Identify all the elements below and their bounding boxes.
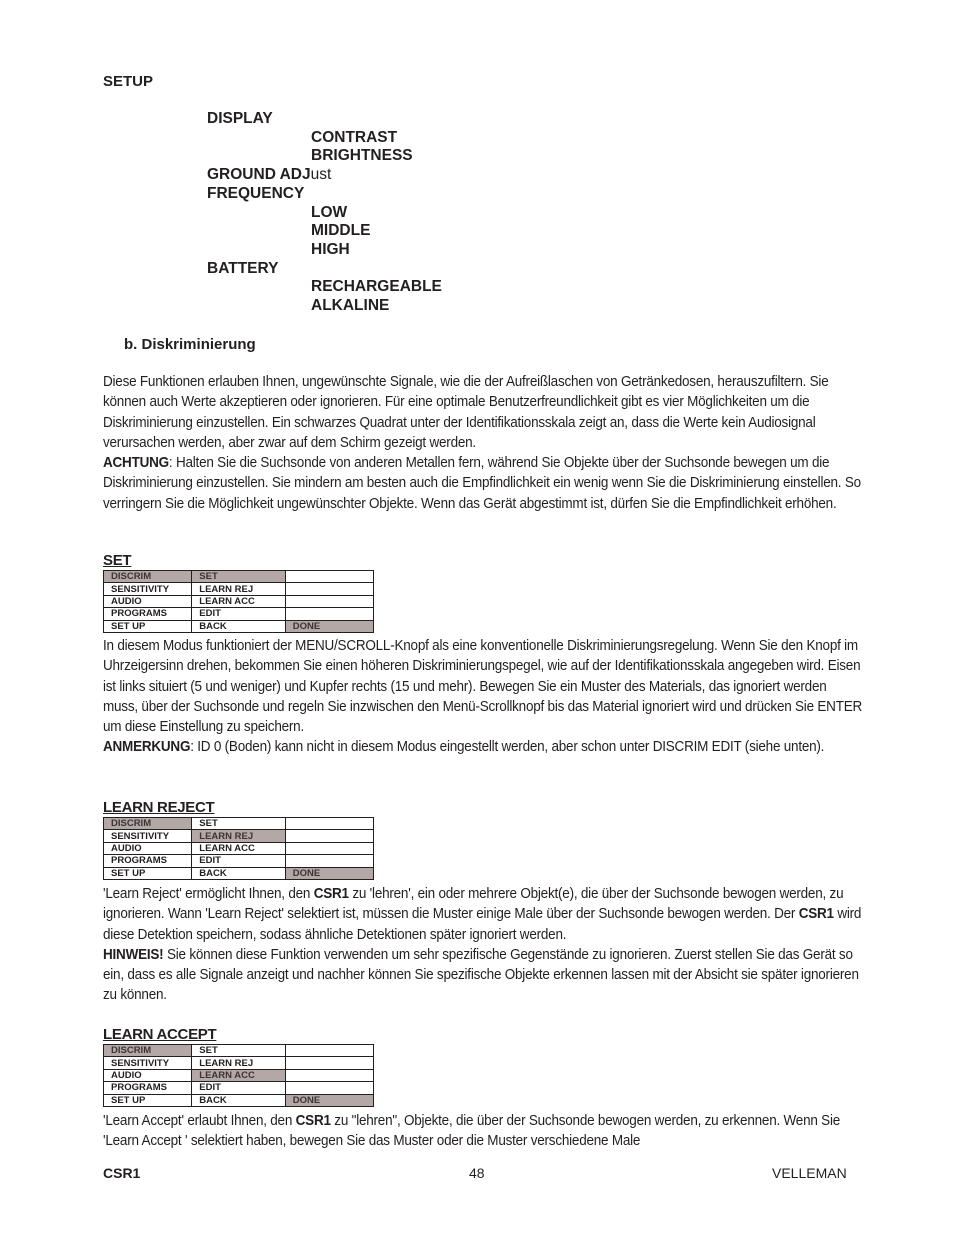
menu-row [104,1057,374,1069]
setup-tree-item [207,185,442,204]
menu-cell [285,1069,373,1081]
setup-tree-item-suffix: ust [310,166,332,184]
menu-cell: AUDIO [104,842,192,854]
menu-cell: LEARN ACC [192,842,285,854]
setup-tree-item-label: FREQUENCY [207,184,305,202]
menu-cell: DISCRIM [104,818,192,830]
menu-cell: LEARN REJ [192,583,285,595]
menu-row [104,818,374,830]
learn-reject-text-2: zu 'lehren', ein oder mehrere Objekt(e), die über der Suchsonde bewogen werden, zu ignorieren. Wann 'Learn Reject' selektiert ist, müssen die Muster einige Male über der Suchsonde bewogen werden. Der [103,885,844,923]
menu-cell: AUDIO [104,1069,192,1081]
note-label: ANMERKUNG [103,738,191,756]
intro-text: Diese Funktionen erlauben Ihnen, ungewünschte Signale, wie die der Aufreißlaschen von Getränkedosen, herauszufiltern. Sie können auch Werte akzeptieren oder ignorieren. Für eine optimale Benutzerfreundlichkeit gibt es vier Möglichkeiten um die Diskriminierung einzustellen. Ein schwarzes Quadrat unter der Identifikationsskala zeigt an, dass die Werte kein Audiosignal verursachen werden, aber zwar auf dem Schirm gezeigt werden. [103,373,829,451]
menu-cell: LEARN ACC [192,1069,285,1081]
menu-cell: SET UP [104,620,192,632]
section-heading-diskriminierung: b. Diskriminierung [124,336,256,353]
setup-tree-item [207,241,442,260]
warning-label: ACHTUNG [103,454,169,472]
paragraph-set [103,636,863,758]
menu-table-learn-reject [103,817,374,880]
setup-tree-item-label: BRIGHTNESS [311,147,413,165]
menu-cell: LEARN ACC [192,595,285,607]
setup-tree-item [207,166,442,185]
menu-cell: BACK [192,620,285,632]
setup-tree-item [207,110,442,129]
menu-row [104,1069,374,1081]
menu-cell: SENSITIVITY [104,1057,192,1069]
menu-row [104,583,374,595]
menu-cell: SET [192,1045,285,1057]
menu-cell: LEARN REJ [192,1057,285,1069]
menu-row [104,620,374,632]
menu-cell: DONE [285,1094,373,1106]
setup-tree-item [207,297,442,316]
section-title-learn-accept: LEARN ACCEPT [103,1026,217,1043]
setup-tree-item-label: BATTERY [207,259,279,277]
setup-tree-item-label: CONTRAST [311,128,398,146]
product-name: CSR1 [295,1112,331,1129]
note-text: : ID 0 (Boden) kann nicht in diesem Modus eingestellt werden, aber schon unter DISCRIM EDIT (siehe unten). [190,738,825,756]
menu-cell [285,571,373,583]
menu-cell: BACK [192,1094,285,1106]
menu-row [104,608,374,620]
menu-cell: LEARN REJ [192,830,285,842]
learn-reject-text-1: 'Learn Reject' ermöglicht Ihnen, den [103,885,314,902]
setup-title: SETUP [103,73,154,90]
menu-cell: AUDIO [104,595,192,607]
setup-tree-item-label: ALKALINE [311,297,390,315]
menu-row [104,571,374,583]
menu-cell: PROGRAMS [104,855,192,867]
set-text: In diesem Modus funktioniert der MENU/SCROLL-Knopf als eine konventionelle Diskriminierungsregelung. Wenn Sie den Knopf im Uhrzeigersinn drehen, bekommen Sie einen höheren Diskriminierungspegel, wie auf der Identifikationsskala angegeben wird. Eisen ist links situiert (5 und weniger) und Kupfer rechts (15 und mehr). Bewegen Sie ein Muster des Materials, das ignoriert werden muss, über der Suchsonde und regeln Sie inzwischen den Menü-Scrollknopf bis das Material ignoriert wird und drücken Sie ENTER um diese Einstellung zu speichern. [103,637,863,736]
menu-cell [285,583,373,595]
learn-reject-text-4: Sie können diese Funktion verwenden um sehr spezifische Gegenstände zu ignorieren. Zuerst stellen Sie das Gerät so ein, dass es alle Signale anzeigt und nachher können Sie spezifische Objekte erkennen lassen mit der Absicht sie später ignorieren zu können. [103,945,859,1004]
section-title-learn-reject: LEARN REJECT [103,799,215,816]
product-name: CSR1 [313,885,349,902]
menu-cell [285,855,373,867]
menu-cell [285,842,373,854]
menu-row [104,830,374,842]
footer-right: VELLEMAN [772,1165,847,1181]
menu-cell: PROGRAMS [104,608,192,620]
setup-tree-item [207,222,442,241]
menu-row [104,842,374,854]
menu-cell: EDIT [192,855,285,867]
menu-cell: DISCRIM [104,1045,192,1057]
menu-cell: DISCRIM [104,571,192,583]
footer-left: CSR1 [103,1165,141,1181]
product-name: CSR1 [798,905,834,923]
footer-page-number: 48 [469,1165,485,1181]
menu-cell: DONE [285,867,373,879]
menu-row [104,595,374,607]
menu-cell: EDIT [192,608,285,620]
section-title-set: SET [103,552,132,569]
menu-cell [285,1045,373,1057]
menu-cell [285,608,373,620]
learn-accept-text-1: 'Learn Accept' erlaubt Ihnen, den [103,1112,296,1129]
menu-cell [285,595,373,607]
setup-tree-item [207,278,442,297]
setup-tree-item [207,204,442,223]
paragraph-learn-accept [103,1111,863,1152]
menu-cell: PROGRAMS [104,1082,192,1094]
setup-tree-item [207,129,442,148]
menu-cell: SENSITIVITY [104,830,192,842]
menu-cell [285,1057,373,1069]
setup-tree-item-label: RECHARGEABLE [311,278,442,296]
menu-cell [285,818,373,830]
setup-tree-item-label: LOW [311,203,348,221]
paragraph-discrim-intro [103,372,863,514]
menu-table-learn-accept [103,1044,374,1107]
menu-row [104,1082,374,1094]
paragraph-learn-reject [103,884,863,1006]
setup-tree-item [207,260,442,279]
menu-cell: SET UP [104,1094,192,1106]
menu-row [104,1094,374,1106]
warning-text: : Halten Sie die Suchsonde von anderen Metallen fern, während Sie Objekte über der Suchsonde bewegen um die Diskriminierung einzustellen. Sie mindern am besten auch die Empfindlichkeit ein wenig wenn Sie die Diskriminierung einstellen. So verringern Sie die Möglichkeit ungewünschter Objekte. Wenn das Gerät abgestimmt ist, dürfen Sie die Empfindlichkeit erhöhen. [103,454,861,512]
setup-tree-item-label: DISPLAY [207,110,273,127]
menu-row [104,1045,374,1057]
menu-cell [285,1082,373,1094]
menu-cell [285,830,373,842]
menu-row [104,867,374,879]
menu-cell: BACK [192,867,285,879]
menu-table-set [103,570,374,633]
setup-menu-tree [207,110,442,316]
menu-cell: DONE [285,620,373,632]
menu-cell: SENSITIVITY [104,583,192,595]
menu-row [104,855,374,867]
learn-accept-text-2: zu "lehren", Objekte, die über der Suchsonde bewogen werden, zu erkennen. Wenn Sie 'Learn Accept ' selektiert haben, bewegen Sie das Muster oder die Muster verschiedene Male [103,1112,841,1150]
setup-tree-item-label: MIDDLE [311,222,371,240]
menu-cell: SET [192,571,285,583]
setup-tree-item-label: GROUND ADJ [207,166,311,184]
learn-reject-text-3: wird diese Detektion speichern, sodass ähnliche Detektionen später ignoriert werden. [103,905,862,943]
hint-label: HINWEIS! [103,945,164,963]
menu-cell: EDIT [192,1082,285,1094]
menu-cell: SET UP [104,867,192,879]
setup-tree-item [207,147,442,166]
setup-tree-item-label: HIGH [311,240,350,258]
menu-cell: SET [192,818,285,830]
